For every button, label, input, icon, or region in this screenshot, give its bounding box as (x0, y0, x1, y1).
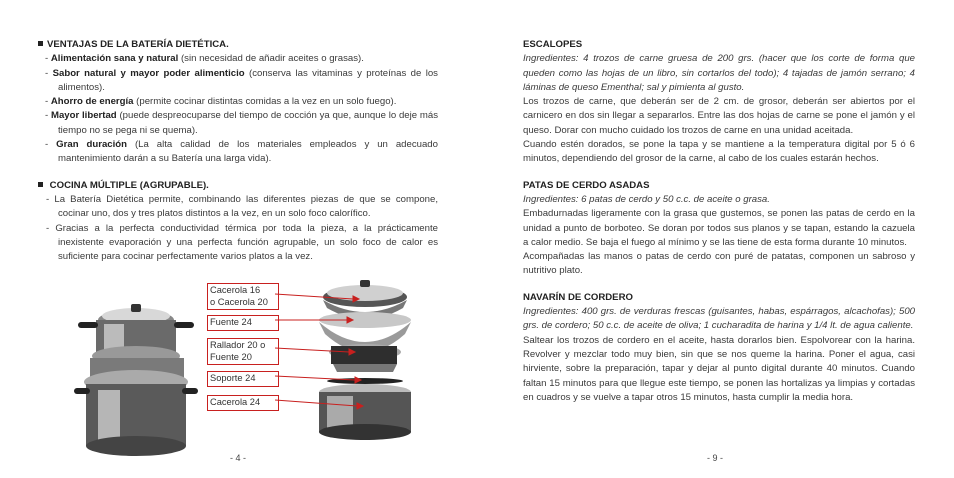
ventaja-item: - Ahorro de energía (permite cocinar distintas comidas a la vez en un solo fuego). (45, 96, 397, 108)
label-rallador-20: Rallador 20 o Fuente 20 (207, 338, 279, 365)
patas-paragraph: Acompañadas las manos o patas de cerdo con puré de patatas, componen un sabroso y nutritivo plato. (523, 251, 915, 277)
cocina-heading: COCINA MÚLTIPLE (AGRUPABLE). (38, 179, 438, 193)
navarin-paragraph: Saltear los trozos de cordero en el aceite, hasta dorarlos bien. Espolvorear con la harina. Revolver y mezclar todo muy bien, sin que se nos queme la harina. Poner el agua, casi hirviente, sobre la preparación, tapar y dejar al punto digital durante 40 minutos. Cuando faltan 15 minutos para que llegue este tiempo, se ponen las hortalizas ya limpias y cortadas en cuadros y se vuelve a tapar otros 15 minutos, hasta cumplir la media hora. (523, 334, 915, 403)
cocina-item: - Gracias a la perfecta conductividad térmica por toda la pieza, a la prácticamente inexistente evaporación y una perfecta función agrupable, un solo foco de calor es suficiente para cocinar perfectamente varios platos a la vez. (46, 222, 438, 263)
right-page-text (523, 38, 915, 405)
ventaja-item: - Sabor natural y mayor poder alimenticio (conserva las vitaminas y proteínas de los alimentos). (45, 67, 438, 93)
ventaja-item: - Mayor libertad (puede despreocuparse del tiempo de cocción ya que, aunque lo deje más tiempo no se pega ni se quema). (45, 110, 438, 136)
bullet-square-icon (38, 41, 43, 46)
ventaja-item: - Alimentación sana y natural (sin necesidad de añadir aceites o grasas). (45, 53, 364, 65)
navarin-heading: NAVARÍN DE CORDERO (523, 291, 633, 303)
patas-heading: PATAS DE CERDO ASADAS (523, 179, 650, 191)
label-fuente-24: Fuente 24 (207, 315, 279, 331)
bullet-square-icon (38, 182, 43, 187)
patas-ingredients: Ingredientes: 6 patas de cerdo y 50 c.c. de aceite o grasa. (523, 193, 770, 205)
ventaja-item: - Gran duración (La alta calidad de los materiales empleados y un adecuado mantenimiento darán a su Batería una larga vida). (45, 139, 438, 165)
escalopes-paragraph: Cuando estén dorados, se pone la tapa y se mantiene a la temperatura digital por 5 ó 6 minutos, dependiendo del grosor de la carne, al cabo de los cuales estarán hechos. (523, 139, 915, 165)
patas-paragraph: Embadurnadas ligeramente con la grasa que gustemos, se ponen las patas de cerdo en la unidad a punto de borboteo. Se doran por todos sus planos y se tapan, estando la cazuela a calor medio. Se baja el fuego al mínimo y se las tiene de esta forma durante 10 minutos. (523, 208, 915, 248)
page-number-right: - 9 - (707, 453, 724, 463)
escalopes-heading: ESCALOPES (523, 39, 583, 50)
ventajas-heading: VENTAJAS DE LA BATERÍA DIETÉTICA. (38, 38, 438, 52)
escalopes-paragraph: Los trozos de carne, que deberán ser de 2 cm. de grosor, deberán ser abiertos por el carnicero en dos sin llegar a separarlos. Entre las dos hojas de carne se pone el jamón y el queso. Dorar con mucho cuidado los trozos de carne en una unidad aceitada. (523, 96, 915, 136)
label-cacerola-16: Cacerola 16 o Cacerola 20 (207, 283, 279, 310)
escalopes-ingredients: Ingredientes: 4 trozos de carne gruesa de 200 grs. (hacer que los corte de forma que queden como las hojas de un libro, sin cortarlos del todo); 4 tajadas de jamón serrano; 4 láminas de queso Ementhal; sal y pimienta al gusto. (523, 53, 915, 93)
stacked-pots-illustration (74, 300, 204, 460)
page-number-left: - 4 - (230, 453, 247, 463)
left-page-text (38, 38, 438, 264)
label-soporte-24: Soporte 24 (207, 371, 279, 387)
cocina-item: - La Batería Dietética permite, combinando las diferentes piezas de que se compone, cocinar uno, dos y tres platos distintos a la vez, en un solo foco calorífico. (46, 193, 438, 220)
label-cacerola-24: Cacerola 24 (207, 395, 279, 411)
navarin-ingredients: Ingredientes: 400 grs. de verduras frescas (guisantes, habas, espárragos, alcachofas); 500 grs. de cordero; 50 c.c. de aceite de oliva; 1 cucharadita de harina y 1/4 lt. de agua caliente. (523, 306, 915, 332)
exploded-pots-illustration (275, 272, 475, 452)
